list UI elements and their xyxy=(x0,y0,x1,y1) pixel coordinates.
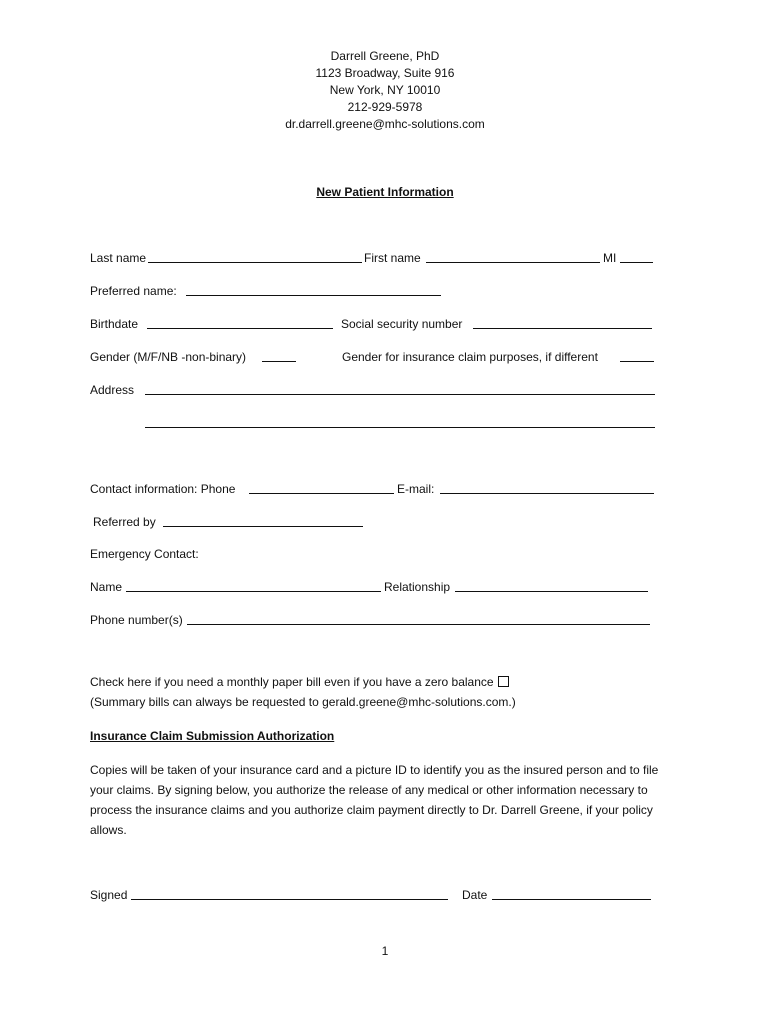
relationship-label: Relationship xyxy=(384,580,451,594)
address-field-line2[interactable] xyxy=(145,416,655,428)
provider-address-line2: New York, NY 10010 xyxy=(329,83,441,97)
paper-bill-checkbox[interactable] xyxy=(498,676,509,687)
page-number: 1 xyxy=(381,944,389,958)
emergency-contact-label: Emergency Contact: xyxy=(90,547,199,561)
referred-by-field[interactable] xyxy=(163,515,363,527)
provider-name: Darrell Greene, PhD xyxy=(330,49,440,63)
mi-label: MI xyxy=(603,251,617,265)
gender-insurance-field[interactable] xyxy=(620,350,654,362)
ssn-field[interactable] xyxy=(473,317,652,329)
relationship-field[interactable] xyxy=(455,580,648,592)
address-field-line1[interactable] xyxy=(145,383,655,395)
last-name-field[interactable] xyxy=(148,251,362,263)
email-label: E-mail: xyxy=(397,482,435,496)
signature-field[interactable] xyxy=(131,888,448,900)
gender-label: Gender (M/F/NB -non-binary) xyxy=(90,350,247,364)
date-field[interactable] xyxy=(492,888,651,900)
address-label: Address xyxy=(90,383,135,397)
gender-field[interactable] xyxy=(262,350,296,362)
insurance-authorization-text: Copies will be taken of your insurance card and a picture ID to identify you as the insured person and to file your claims. By signing below, you authorize the release of any medical or other information necessary to process the insurance claims and you authorize claim payment directly to Dr. Darrell Greene, if your policy allows. xyxy=(90,763,659,837)
birthdate-label: Birthdate xyxy=(90,317,139,331)
provider-phone: 212-929-5978 xyxy=(347,100,423,114)
mi-field[interactable] xyxy=(620,251,653,263)
birthdate-field[interactable] xyxy=(147,317,333,329)
summary-bill-note: (Summary bills can always be requested to gerald.greene@mhc-solutions.com.) xyxy=(90,695,516,709)
insurance-heading: Insurance Claim Submission Authorization xyxy=(90,729,335,743)
date-label: Date xyxy=(462,888,488,902)
contact-phone-label: Contact information: Phone xyxy=(90,482,236,496)
first-name-label: First name xyxy=(364,251,421,265)
phone-numbers-label: Phone number(s) xyxy=(90,613,183,627)
ec-name-label: Name xyxy=(90,580,123,594)
signed-label: Signed xyxy=(90,888,128,902)
provider-address-line1: 1123 Broadway, Suite 916 xyxy=(315,66,455,80)
first-name-field[interactable] xyxy=(426,251,600,263)
ssn-label: Social security number xyxy=(341,317,463,331)
preferred-name-field[interactable] xyxy=(186,284,441,296)
last-name-label: Last name xyxy=(90,251,147,265)
paper-bill-label: Check here if you need a monthly paper bill even if you have a zero balance xyxy=(90,675,494,689)
preferred-name-label: Preferred name: xyxy=(90,284,177,298)
contact-phone-field[interactable] xyxy=(249,482,394,494)
form-title: New Patient Information xyxy=(316,185,454,199)
provider-email: dr.darrell.greene@mhc-solutions.com xyxy=(285,117,485,131)
email-field[interactable] xyxy=(440,482,654,494)
referred-by-label: Referred by xyxy=(93,515,156,529)
phone-numbers-field[interactable] xyxy=(187,613,650,625)
gender-insurance-label: Gender for insurance claim purposes, if different xyxy=(342,350,598,364)
ec-name-field[interactable] xyxy=(126,580,381,592)
paper-bill-row xyxy=(90,674,509,690)
